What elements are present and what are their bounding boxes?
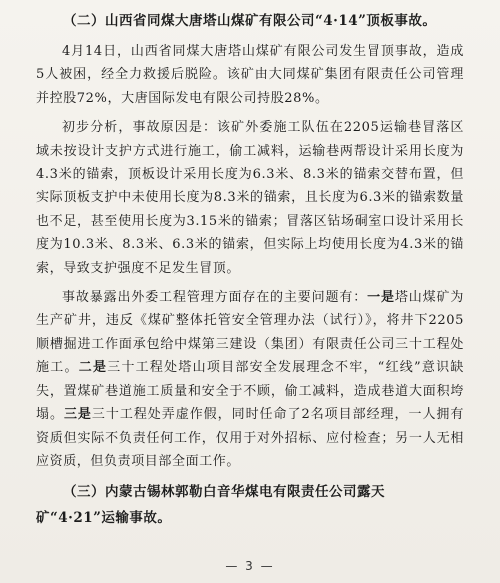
point-two-text: 三十工程处塔山项目部安全发展理念不牢，“红线”意识缺失，置煤矿巷道施工质量和安全于不顾，偷工减料，造成巷道大面积垮塌。 <box>36 360 464 423</box>
point-three-label: 三是 <box>63 407 92 423</box>
page-number: — 3 — <box>225 559 275 573</box>
section-heading-2: （二）山西省同煤大唐塔山煤矿有限公司“4·14”顶板事故。 <box>63 13 437 29</box>
point-two-label: 二是 <box>78 360 108 376</box>
point-one-text: 塔山煤矿为生产矿井，违反《煤矿整体托管安全管理办法（试行）》，将井下2205顺槽掘进工作面承包给中煤第三建设（集团）有限责任公司三十工程处施工。 <box>36 290 464 376</box>
problems-intro: 事故暴露出外委工程管理方面存在的主要问题有： <box>62 290 368 306</box>
section-heading-3: （三）内蒙古锡林郭勒白音华煤电有限责任公司露天矿“4·21”运输事故。 <box>36 484 385 527</box>
paragraph-cause: 初步分析，事故原因是：该矿外委施工队伍在2205运输巷冒落区域未按设计支护方式进行施工，偷工减料，运输巷两帮设计采用长度为4.3米的锚索，顶板设计采用长度为6.3米、8.3米的锚索交替布置，但实际顶板支护中未使用长度为8.3米的锚索，且长度为6.3米的锚索数量也不足，甚至使用长度为3.15米的锚索；冒落区钻场硐室口设计采用长度为10.3米、8.3米、6.3米的锚索，但实际上均使用长度为4.3米的锚索，导致支护强度不足发生冒顶。 <box>36 120 464 276</box>
point-three-text: 三十工程处弄虚作假，同时任命了2名项目部经理，一人拥有资质但实际不负责任何工作，仅用于对外招标、应付检查；另一人无相应资质，但负责项目部全面工作。 <box>36 407 465 469</box>
paragraph-incident: 4月14日，山西省同煤大唐塔山煤矿有限公司发生冒顶事故，造成5人被困，经全力救援后脱险。该矿由大同煤矿集团有限责任公司管理并控股72%，大唐国际发电有限公司持股28%。 <box>36 44 464 106</box>
paragraph-problems <box>36 286 464 473</box>
point-one-label: 一是 <box>367 290 395 306</box>
